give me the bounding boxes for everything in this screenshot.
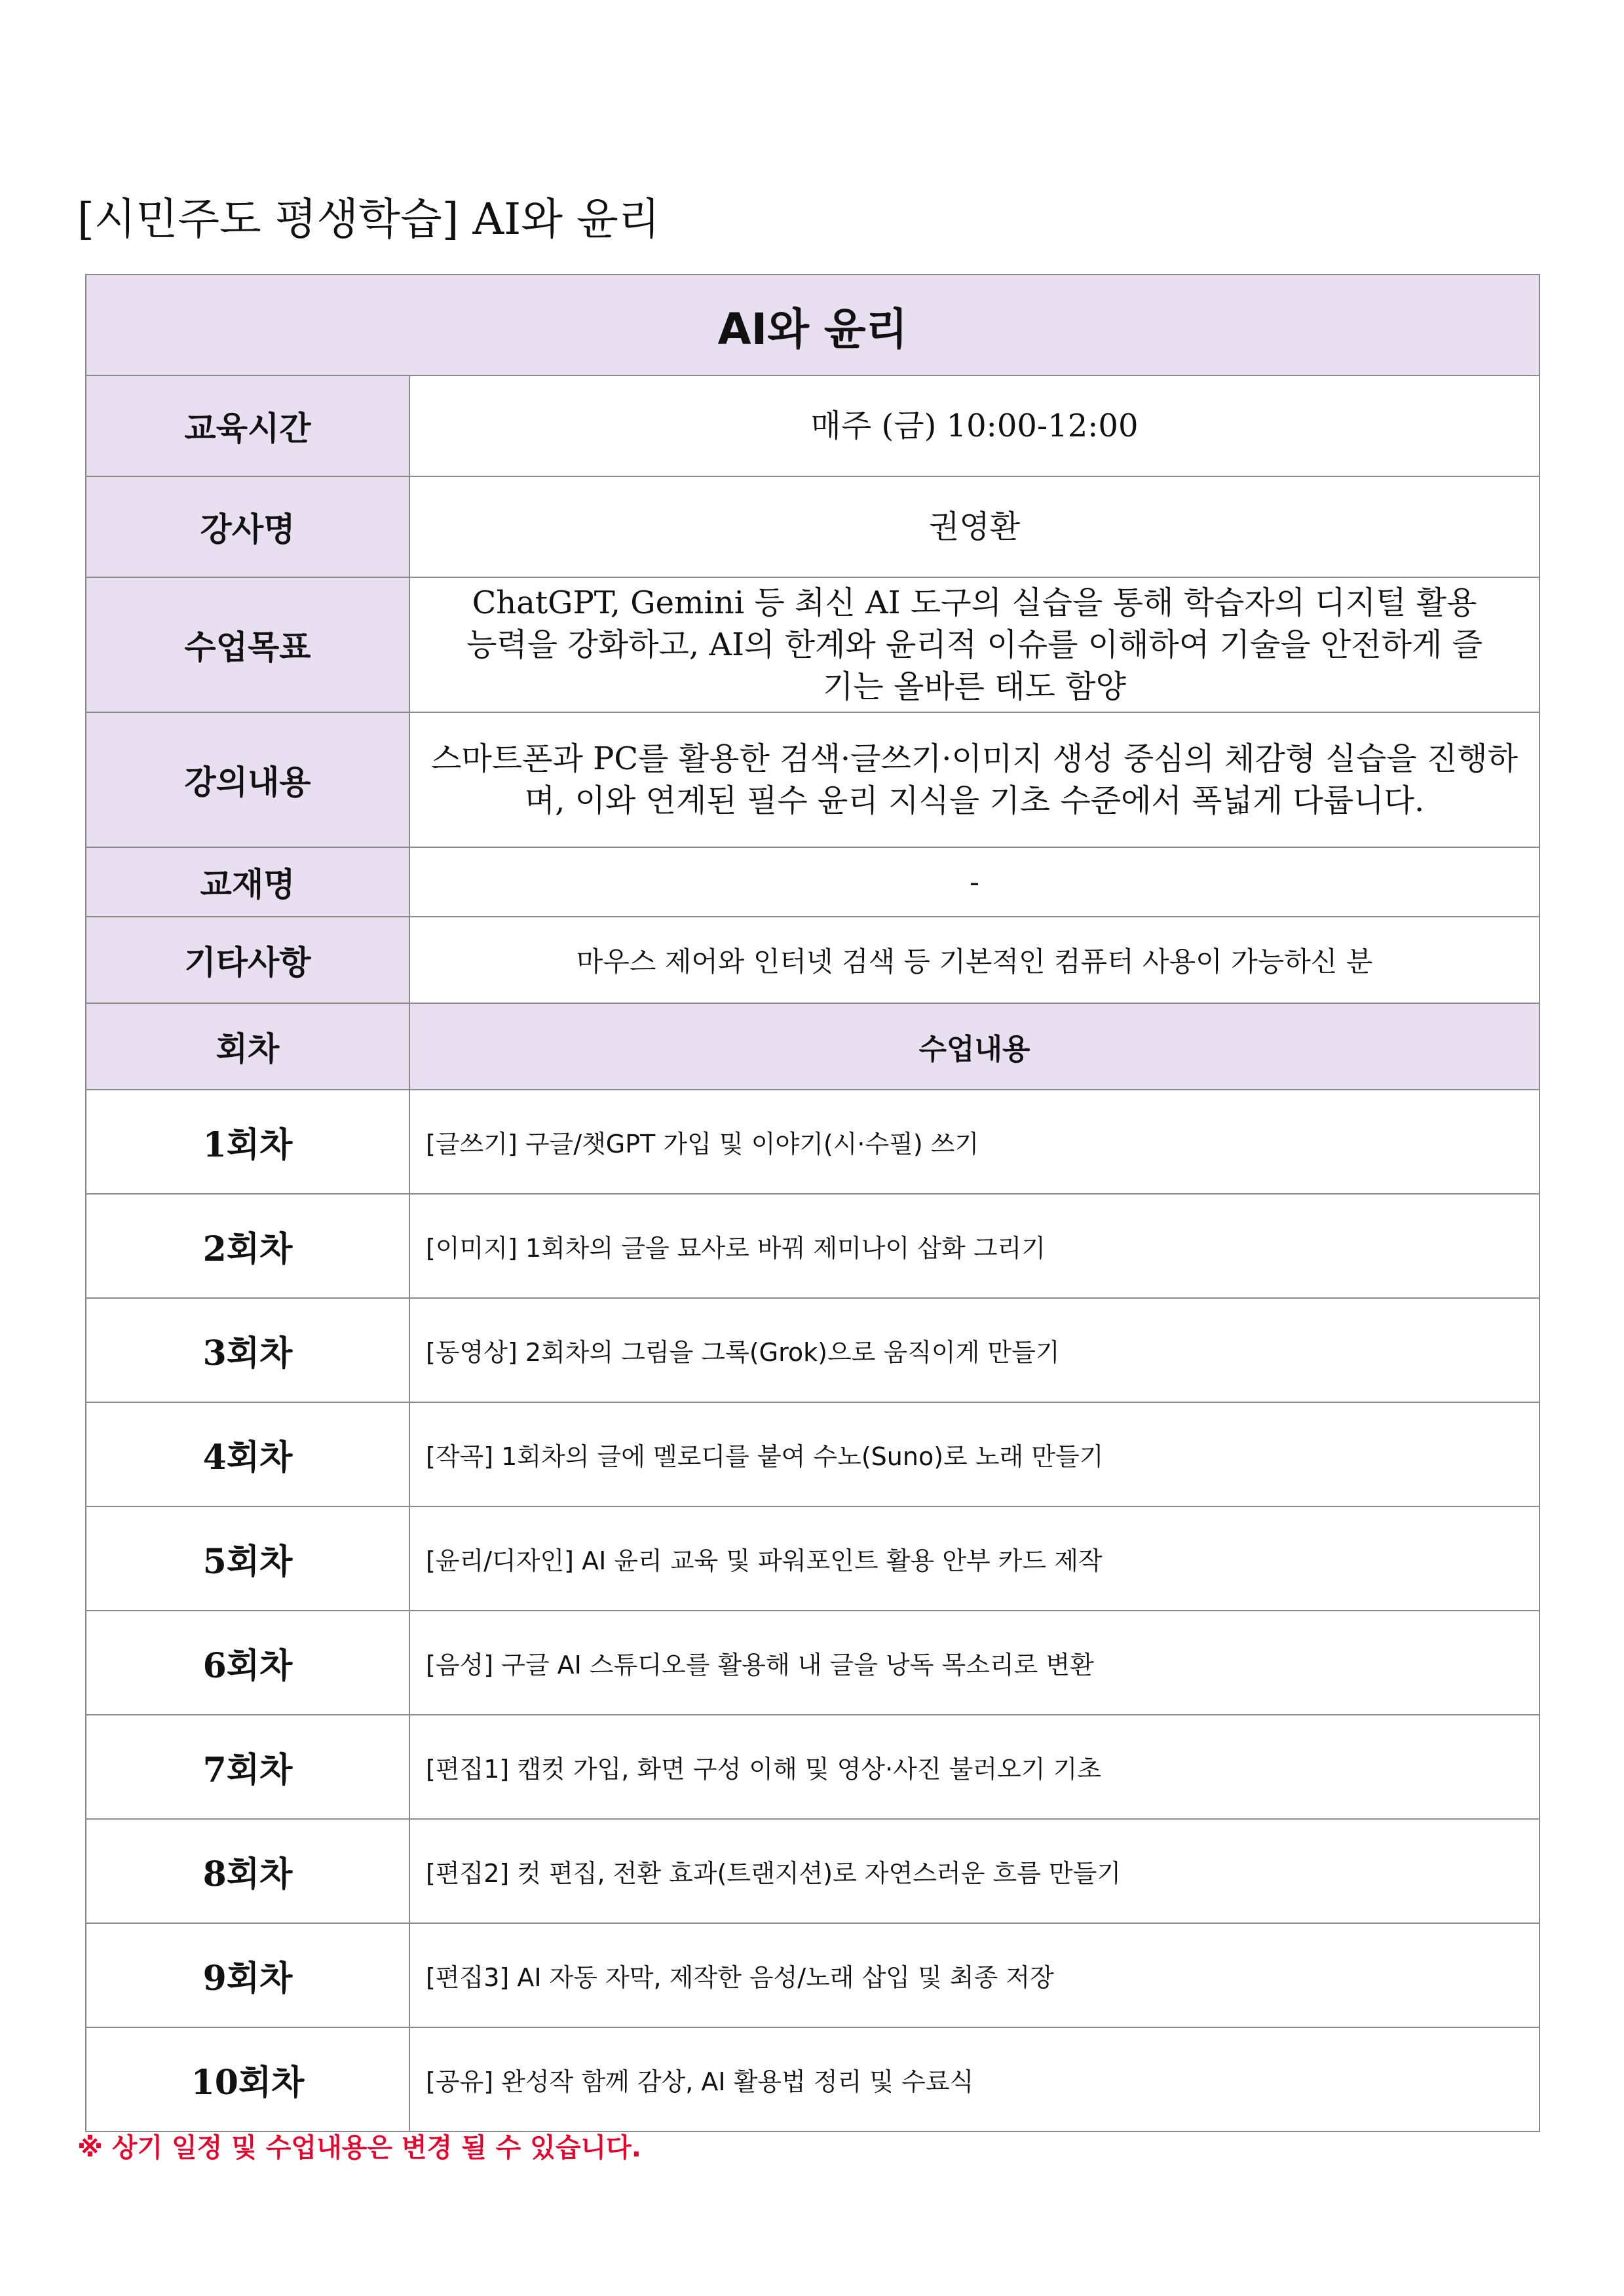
info-label: 수업목표	[86, 577, 409, 712]
session-number: 2회차	[86, 1194, 409, 1298]
info-row-time	[86, 375, 1539, 476]
info-label: 기타사항	[86, 917, 409, 1003]
session-row	[86, 1715, 1539, 1819]
session-number: 6회차	[86, 1611, 409, 1715]
session-number: 8회차	[86, 1819, 409, 1923]
info-value: 스마트폰과 PC를 활용한 검색·글쓰기·이미지 생성 중심의 체감형 실습을 진행하며, 이와 연계된 필수 윤리 지식을 기초 수준에서 폭넓게 다룹니다.	[409, 712, 1539, 847]
info-value: 매주 (금) 10:00-12:00	[409, 375, 1539, 476]
footnote: ※ 상기 일정 및 수업내용은 변경 될 수 있습니다.	[77, 2133, 642, 2163]
info-value: 마우스 제어와 인터넷 검색 등 기본적인 컴퓨터 사용이 가능하신 분	[409, 917, 1539, 1003]
session-content: [공유] 완성작 함께 감상, AI 활용법 정리 및 수료식	[409, 2027, 1539, 2132]
session-row	[86, 2027, 1539, 2132]
session-header-row	[86, 1003, 1539, 1090]
session-row	[86, 1194, 1539, 1298]
page-title: [시민주도 평생학습] AI와 윤리	[77, 194, 660, 244]
session-number: 1회차	[86, 1090, 409, 1194]
info-value: 권영환	[409, 476, 1539, 577]
session-number: 7회차	[86, 1715, 409, 1819]
info-row-instructor	[86, 476, 1539, 577]
session-content: [동영상] 2회차의 그림을 그록(Grok)으로 움직이게 만들기	[409, 1298, 1539, 1402]
info-value: -	[409, 847, 1539, 917]
info-label: 강사명	[86, 476, 409, 577]
session-number: 4회차	[86, 1402, 409, 1506]
session-row	[86, 1506, 1539, 1611]
session-row	[86, 1402, 1539, 1506]
session-content: [음성] 구글 AI 스튜디오를 활용해 내 글을 낭독 목소리로 변환	[409, 1611, 1539, 1715]
info-row-content	[86, 712, 1539, 847]
session-number: 3회차	[86, 1298, 409, 1402]
info-label: 교재명	[86, 847, 409, 917]
session-col-header: 회차	[86, 1003, 409, 1090]
session-row	[86, 1923, 1539, 2027]
session-number: 5회차	[86, 1506, 409, 1611]
session-content: [글쓰기] 구글/챗GPT 가입 및 이야기(시·수필) 쓰기	[409, 1090, 1539, 1194]
info-label: 강의내용	[86, 712, 409, 847]
session-row	[86, 1298, 1539, 1402]
info-row-goal	[86, 577, 1539, 712]
session-content: [편집1] 캡컷 가입, 화면 구성 이해 및 영상·사진 불러오기 기초	[409, 1715, 1539, 1819]
session-number: 9회차	[86, 1923, 409, 2027]
content-col-header: 수업내용	[409, 1003, 1539, 1090]
session-row	[86, 1611, 1539, 1715]
table-heading-row	[86, 275, 1539, 375]
session-content: [윤리/디자인] AI 윤리 교육 및 파워포인트 활용 안부 카드 제작	[409, 1506, 1539, 1611]
info-row-notes	[86, 917, 1539, 1003]
session-row	[86, 1819, 1539, 1923]
session-content: [이미지] 1회차의 글을 묘사로 바꿔 제미나이 삽화 그리기	[409, 1194, 1539, 1298]
info-row-textbook	[86, 847, 1539, 917]
session-row	[86, 1090, 1539, 1194]
session-content: [편집2] 컷 편집, 전환 효과(트랜지션)로 자연스러운 흐름 만들기	[409, 1819, 1539, 1923]
course-table	[85, 274, 1540, 2132]
session-number: 10회차	[86, 2027, 409, 2132]
info-value: ChatGPT, Gemini 등 최신 AI 도구의 실습을 통해 학습자의 디지털 활용 능력을 강화하고, AI의 한계와 윤리적 이슈를 이해하여 기술을 안전하게 즐기는 올바른 태도 함양	[409, 577, 1539, 712]
table-heading: AI와 윤리	[86, 275, 1539, 375]
session-content: [편집3] AI 자동 자막, 제작한 음성/노래 삽입 및 최종 저장	[409, 1923, 1539, 2027]
info-label: 교육시간	[86, 375, 409, 476]
session-content: [작곡] 1회차의 글에 멜로디를 붙여 수노(Suno)로 노래 만들기	[409, 1402, 1539, 1506]
